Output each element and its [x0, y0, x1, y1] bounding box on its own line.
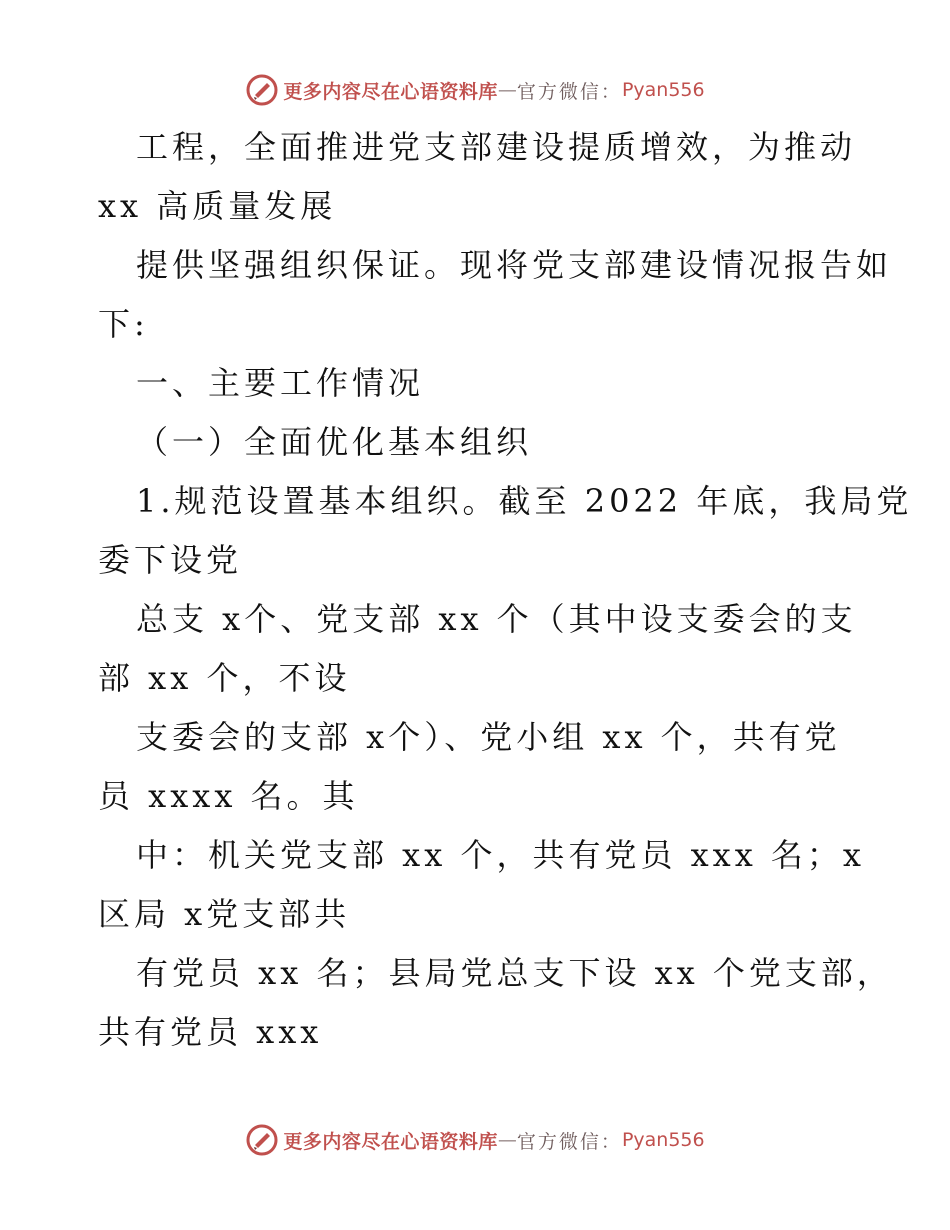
watermark-dash: — [497, 79, 517, 101]
document-body [98, 118, 913, 1062]
text-line: 总支 x个、党支部 xx 个（其中设支委会的支 [136, 600, 857, 638]
text-line: 共有党员 xxx [98, 1013, 323, 1051]
logo-icon [245, 73, 279, 107]
text-line: 有党员 xx 名；县局党总支下设 xx 个党支部， [136, 954, 893, 992]
text-line: 部 xx 个，不设 [98, 659, 351, 697]
watermark-id: Pyan556 [621, 79, 705, 101]
watermark-label: 官方微信： [516, 1130, 622, 1153]
text-line: 委下设党 [98, 541, 243, 579]
logo-icon [245, 1123, 279, 1157]
watermark-brand: 更多内容尽在心语资料库 [283, 80, 498, 103]
subsection-heading: （一）全面优化基本组织 [136, 423, 533, 461]
text-line: 下: [98, 305, 149, 343]
footer-watermark [0, 1120, 950, 1160]
watermark-dash: — [497, 1129, 517, 1151]
watermark-label: 官方微信： [516, 80, 622, 103]
text-line: 1.规范设置基本组织。截至 2022 年底，我局党 [136, 482, 913, 520]
text-line: 区局 x党支部共 [98, 895, 351, 933]
text-line: 中：机关党支部 xx 个，共有党员 xxx 名；x [136, 836, 865, 874]
header-watermark [0, 70, 950, 110]
section-heading: 一、主要工作情况 [136, 364, 425, 402]
text-line: 支委会的支部 x个）、党小组 xx 个，共有党 [136, 718, 841, 756]
watermark-brand: 更多内容尽在心语资料库 [283, 1130, 498, 1153]
text-line: 工程，全面推进党支部建设提质增效，为推动 [136, 128, 857, 166]
watermark-id: Pyan556 [621, 1129, 705, 1151]
text-line: xx 高质量发展 [98, 187, 337, 225]
text-line: 提供坚强组织保证。现将党支部建设情况报告如 [136, 246, 893, 284]
text-line: 员 xxxx 名。其 [98, 777, 359, 815]
